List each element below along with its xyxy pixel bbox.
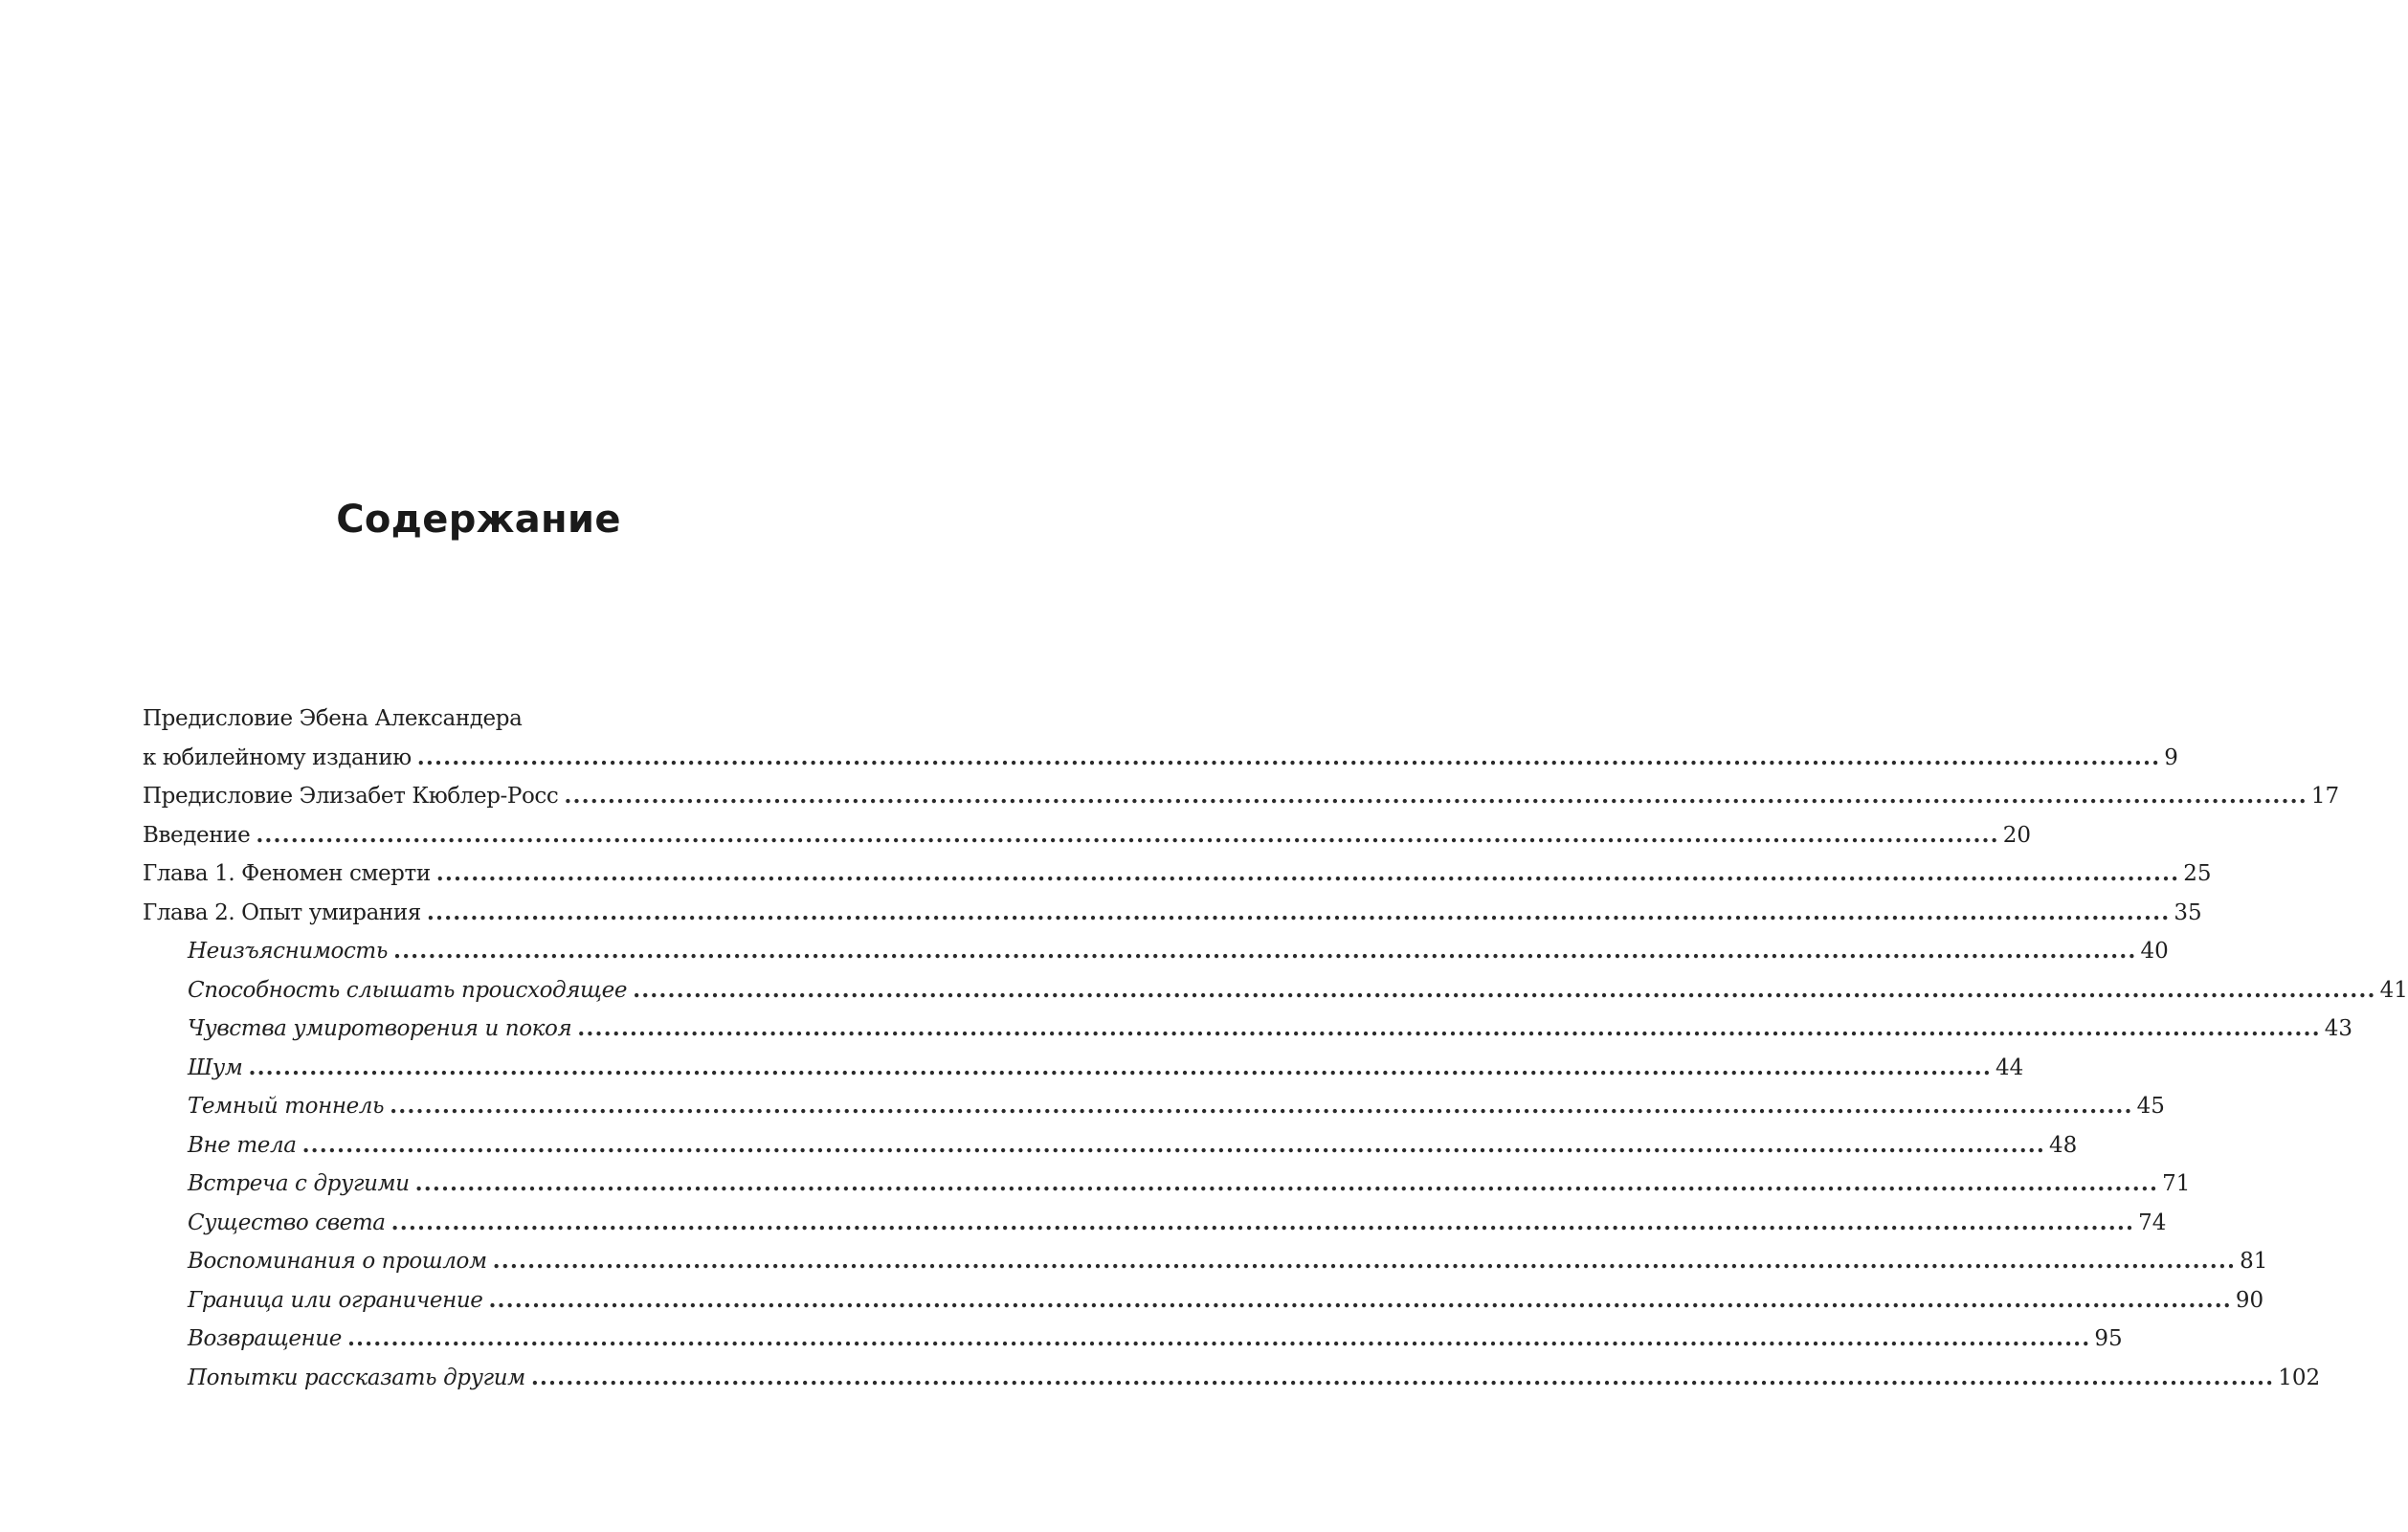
toc-entry-title: Встреча с другими [188, 1171, 410, 1196]
toc-entry-title: Попытки рассказать другим [188, 1365, 525, 1390]
dot-leader: ........................................................................................................................................................................................................ [530, 1364, 2275, 1390]
toc-entry-title: Существо света [188, 1210, 386, 1235]
toc-page-number: 17 [2310, 784, 2340, 809]
toc-entry [143, 699, 797, 739]
toc-entry [143, 816, 2032, 855]
toc-subentry [143, 1087, 2165, 1126]
toc-subentry [143, 1049, 2024, 1088]
dot-leader: ........................................................................................................................................................................................................ [256, 821, 1999, 848]
toc-entry-title: Темный тоннель [188, 1094, 385, 1119]
page-title: Содержание [336, 498, 621, 542]
toc-entry-title: Глава 1. Феномен смерти [143, 861, 431, 886]
toc-subentry [143, 1242, 2268, 1281]
toc-subentry [143, 1204, 2167, 1243]
dot-leader: ........................................................................................................................................................................................................ [346, 1325, 2091, 1351]
toc-subentry [143, 971, 2408, 1010]
dot-leader: ........................................................................................................................................................................................................ [392, 938, 2137, 964]
toc-page-number: 43 [2324, 1016, 2353, 1041]
dot-leader: ........................................................................................................................................................................................................ [633, 976, 2376, 1003]
toc-subentry [143, 1359, 2321, 1398]
toc-entry-title: Возвращение [188, 1326, 342, 1351]
toc-page-number: 35 [2174, 899, 2202, 925]
toc-page-number: 102 [2278, 1365, 2321, 1390]
dot-leader: ........................................................................................................................................................................................................ [488, 1286, 2232, 1313]
dot-leader: ........................................................................................................................................................................................................ [492, 1248, 2237, 1274]
toc-entry [143, 739, 2178, 778]
toc-page-number: 45 [2136, 1094, 2165, 1119]
toc-entry-title: Предисловие Эбена Александера [143, 706, 523, 731]
toc-entry [143, 855, 2212, 894]
dot-leader: ........................................................................................................................................................................................................ [390, 1093, 2133, 1119]
dot-leader: ........................................................................................................................................................................................................ [426, 899, 2171, 925]
toc-entry-title: Неизъяснимость [188, 939, 388, 964]
toc-entry-title: к юбилейному изданию [143, 744, 412, 770]
toc-subentry [143, 1281, 2264, 1321]
dot-leader: ........................................................................................................................................................................................................ [564, 783, 2308, 809]
dot-leader: ........................................................................................................................................................................................................ [414, 1170, 2159, 1196]
toc-entry-title: Введение [143, 822, 251, 848]
toc-entry [143, 894, 2202, 933]
toc-page-number: 20 [2002, 822, 2032, 848]
toc-page-number: 48 [2049, 1132, 2078, 1158]
table-of-contents [143, 699, 2408, 1397]
toc-entry-title: Шум [188, 1055, 243, 1080]
toc-page-number: 71 [2162, 1171, 2191, 1196]
dot-leader: ........................................................................................................................................................................................................ [301, 1131, 2046, 1158]
toc-page-number: 41 [2379, 977, 2408, 1003]
toc-entry-title: Чувства умиротворения и покоя [188, 1016, 572, 1041]
dot-leader: ........................................................................................................................................................................................................ [416, 744, 2161, 770]
toc-subentry [143, 1126, 2078, 1166]
toc-entry-title: Воспоминания о прошлом [188, 1249, 487, 1274]
toc-subentry [143, 1320, 2123, 1359]
toc-page-number: 74 [2138, 1210, 2167, 1235]
toc-entry-title: Глава 2. Опыт умирания [143, 899, 421, 925]
dot-leader: ........................................................................................................................................................................................................ [248, 1054, 1992, 1080]
toc-entry-title: Способность слышать происходящее [188, 977, 628, 1003]
toc-page-number: 25 [2183, 861, 2212, 886]
toc-subentry [143, 1165, 2191, 1204]
toc-entry-title: Предисловие Элизабет Кюблер-Росс [143, 784, 559, 809]
dot-leader: ........................................................................................................................................................................................................ [390, 1209, 2135, 1235]
toc-entry [143, 777, 2340, 816]
toc-page-number: 44 [1995, 1055, 2024, 1080]
dot-leader: ........................................................................................................................................................................................................ [577, 1015, 2321, 1041]
toc-entry-title: Вне тела [188, 1132, 297, 1158]
toc-entry-title: Граница или ограничение [188, 1287, 483, 1313]
toc-subentry [143, 1010, 2353, 1049]
dot-leader: ........................................................................................................................................................................................................ [435, 860, 2180, 886]
toc-page-number: 90 [2235, 1287, 2264, 1313]
toc-page-number: 81 [2240, 1249, 2268, 1274]
toc-subentry [143, 932, 2169, 971]
toc-page-number: 40 [2140, 939, 2169, 964]
toc-page-number: 95 [2094, 1326, 2123, 1351]
toc-page-number: 9 [2164, 744, 2178, 770]
